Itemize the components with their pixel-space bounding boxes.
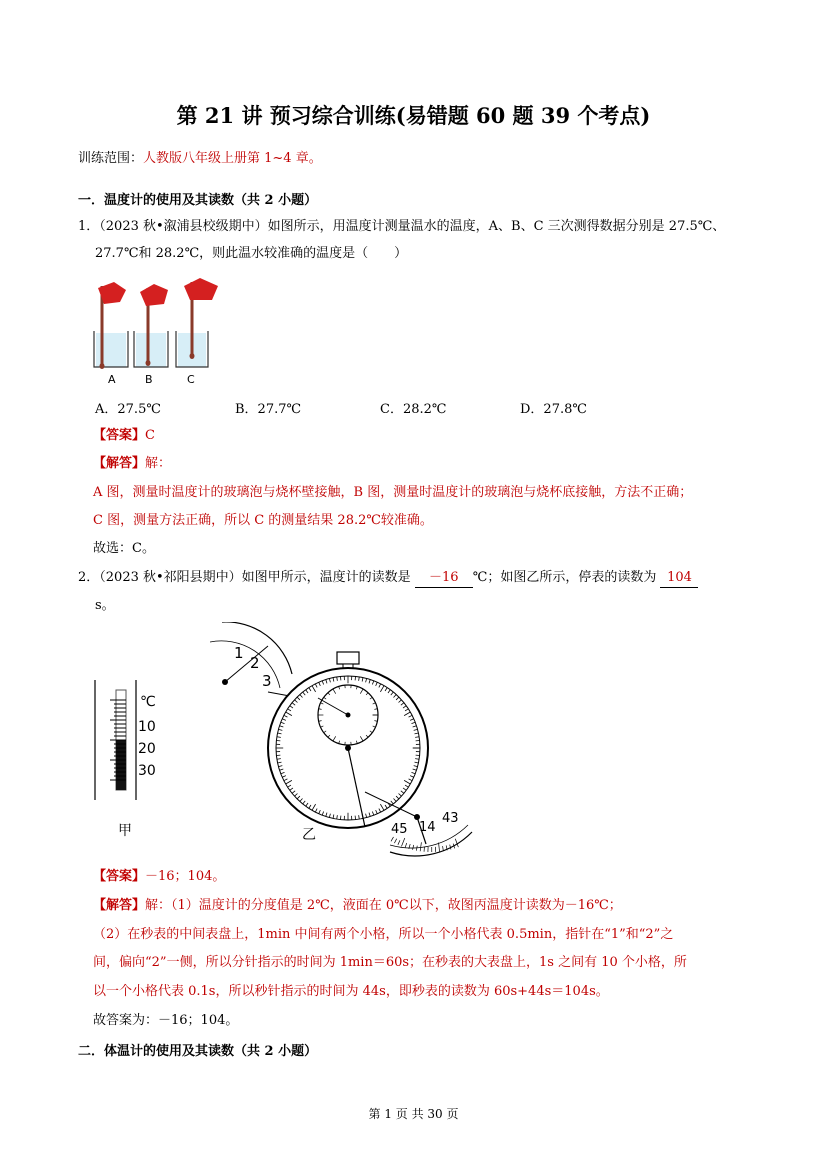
stopwatch-crown: [337, 652, 359, 664]
dial-top-3: 3: [262, 672, 272, 690]
q1-label-a: A: [108, 373, 116, 386]
q2-blank-temperature: －16: [415, 569, 473, 588]
beaker-a: [94, 282, 128, 369]
dial-bottom-14: 14: [419, 820, 436, 835]
thermo-label-10: 10: [138, 719, 156, 735]
fig-label-yi: 乙: [302, 827, 316, 843]
q2-answer: [93, 868, 225, 886]
answer-value: －16；104。: [145, 869, 226, 884]
q2-solution-line0: [93, 897, 622, 915]
q1-option-c: C．28.2℃: [380, 402, 447, 417]
q2-solution-line3: 以一个小格代表 0.1s，所以秒针指示的时间为 44s，即秒表的读数为 60s+44s＝104s。: [93, 984, 609, 999]
q2-solution-line2: 间，偏向“2”一侧，所以分针指示的时间为 1min＝60s；在秒表的大表盘上，1s 之间有 10 个小格，所: [93, 955, 687, 970]
beaker-b: [134, 284, 168, 367]
answer-tag: 【答案】: [93, 428, 146, 443]
training-scope: [78, 150, 322, 168]
page-title: 第 21 讲 预习综合训练(易错题 60 题 39 个考点): [176, 103, 651, 128]
answer-value: C: [145, 428, 155, 443]
scope-label: 训练范围：: [78, 151, 144, 166]
q1-line1: 1．（2023 秋•溆浦县校级期中）如图所示，用温度计测量温水的温度，A、B、C 三次测得数据分别是 27.5℃、: [78, 219, 726, 234]
solution-tag: 【解答】: [93, 456, 146, 471]
answer-tag: 【答案】: [93, 869, 146, 884]
q1-line2: 27.7℃和 28.2℃，则此温水较准确的温度是（ ）: [95, 246, 408, 261]
q2-text-b: ℃；如图乙所示，停表的读数为: [472, 570, 657, 585]
q1-solution-line2: C 图，测量方法正确，所以 C 的测量结果 28.2℃较准确。: [93, 513, 433, 528]
q1-label-b: B: [145, 373, 153, 386]
thermo-unit: ℃: [140, 694, 156, 710]
q2-text-a: 2．（2023 秋•祁阳县期中）如图甲所示，温度计的读数是: [78, 570, 411, 585]
thermo-label-20: 20: [138, 741, 156, 757]
scope-value: 人教版八年级上册第 1~4 章。: [143, 151, 322, 166]
q1-conclusion: 故选：C。: [93, 541, 155, 556]
thermo-label-30: 30: [138, 763, 156, 779]
thermometer-figure: [88, 680, 168, 805]
section-heading-1: 一．温度计的使用及其读数（共 2 小题）: [78, 193, 318, 208]
q1-label-c: C: [187, 373, 195, 386]
dial-bottom-45: 45: [391, 822, 408, 837]
page-footer: 第 1 页 共 30 页: [368, 1107, 459, 1121]
dial-top-2: 2: [250, 654, 260, 672]
q1-solution-line1: A 图，测量时温度计的玻璃泡与烧杯壁接触，B 图，测量时温度计的玻璃泡与烧杯底接触，方法不正确；: [93, 485, 693, 500]
solution-tag: 【解答】: [93, 898, 146, 913]
q2-conclusion: 故答案为：－16；104。: [93, 1013, 239, 1028]
solution-part1: （1）温度计的分度值是 2℃，液面在 0℃以下，故图丙温度计读数为－16℃；: [171, 898, 622, 913]
q2-line2: s。: [95, 598, 115, 613]
solution-intro: 解：: [145, 898, 172, 913]
dial-top-1: 1: [234, 644, 244, 662]
solution-intro: 解：: [145, 456, 172, 471]
q2-solution-line1: （2）在秒表的中间表盘上，1min 中间有两个小格，所以一个小格代表 0.5min，指针在“1”和“2”之: [93, 927, 674, 942]
beaker-c: [176, 278, 218, 367]
q1-solution-head: [93, 455, 171, 473]
q1-beaker-figure: [92, 276, 232, 388]
q1-option-a: A．27.5℃: [95, 402, 161, 417]
q1-option-b: B．27.7℃: [235, 402, 302, 417]
fig-label-jia: 甲: [118, 823, 132, 839]
q2-blank-stopwatch: 104: [660, 569, 698, 588]
q2-line1: [78, 569, 698, 588]
section-heading-2: 二．体温计的使用及其读数（共 2 小题）: [78, 1044, 318, 1059]
q1-option-d: D．27.8℃: [520, 402, 587, 417]
dial-bottom-43: 43: [442, 811, 459, 826]
q1-answer: [93, 427, 155, 445]
